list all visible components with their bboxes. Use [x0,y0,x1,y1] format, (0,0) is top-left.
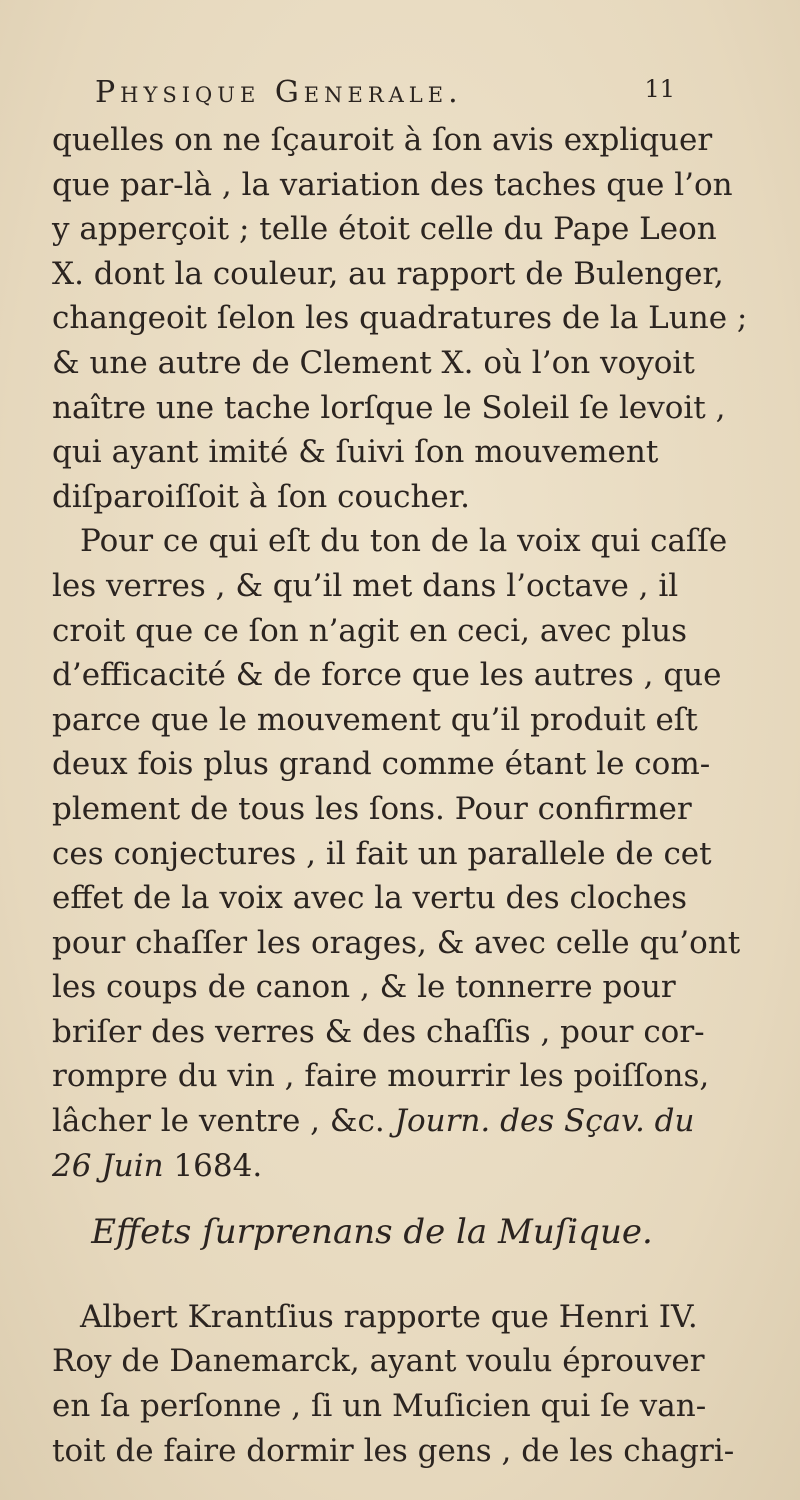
text-line: diſparoiſſoit à ſon coucher. [52,478,471,515]
paragraph-1 [52,118,748,519]
text-line: plement de tous les ſons. Pour confirmer [52,790,692,827]
text-line: Roy de Danemarck, ayant voulu éprouver [52,1343,705,1380]
citation-month: Juin [101,1147,164,1184]
text-line: effet de la voix avec la vertu des cloches [52,880,687,917]
text-line: & une autre de Clement X. où l’on voyoit [52,344,695,381]
text-line: y apperçoit ; telle étoit celle du Pape Leon [52,211,717,248]
citation-journal: Journ. des Sçav. du [394,1103,695,1140]
text-line: pour chaſſer les orages, & avec celle qu’ont [52,924,741,961]
text-line: X. dont la couleur, au rapport de Bulenger, [52,255,724,292]
text-line: croit que ce ſon n’agit en ceci, avec plus [52,612,688,649]
text-fragment: lâcher le ventre , &c. [52,1103,385,1140]
page-number: 11 [644,75,675,103]
section-title: Effets ſurprenans de la Muſique. [91,1212,653,1253]
text-line: quelles on ne ſçauroit à ſon avis expliquer [52,122,713,158]
text-line: d’efficacité & de force que les autres , que [52,657,722,694]
text-line: Pour ce qui eſt du ton de la voix qui caſſe [80,523,728,560]
text-line: deux fois plus grand comme étant le com- [52,746,711,783]
page-header [95,75,695,115]
text-line: naître une tache lorſque le Soleil ſe levoit , [52,389,726,426]
text-line: ces conjectures , il fait un parallele de cet [52,835,712,872]
text-line: qui ayant imité & ſuivi ſon mouvement [52,434,659,471]
text-line: changeoit ſelon les quadratures de la Lune ; [52,300,748,337]
citation-date-line [52,1144,692,1189]
text-line: les verres , & qu’il met dans l’octave , il [52,567,679,604]
text-line: en ſa perſonne , ſi un Muſicien qui ſe van- [52,1388,707,1425]
citation-year: 1684. [173,1147,263,1184]
running-head: Physique Generale. [95,75,463,110]
paragraph-3 [52,1295,735,1473]
text-line: rompre du vin , faire mourrir les poiſſons, [52,1058,710,1095]
text-line: briſer des verres & des chaſſis , pour cor- [52,1013,705,1050]
paragraph-2 [52,519,741,1188]
text-line: les coups de canon , & le tonnerre pour [52,969,676,1006]
text-line: toit de faire dormir les gens , de les chagri- [52,1432,735,1469]
citation-day: 26 [52,1147,92,1184]
text-line: parce que le mouvement qu’il produit eſt [52,701,698,738]
page-body [52,118,748,1473]
text-line: Albert Krantſius rapporte que Henri IV. [80,1298,698,1335]
text-line: que par-là , la variation des taches que l’on [52,166,733,203]
text-line [52,1099,695,1144]
